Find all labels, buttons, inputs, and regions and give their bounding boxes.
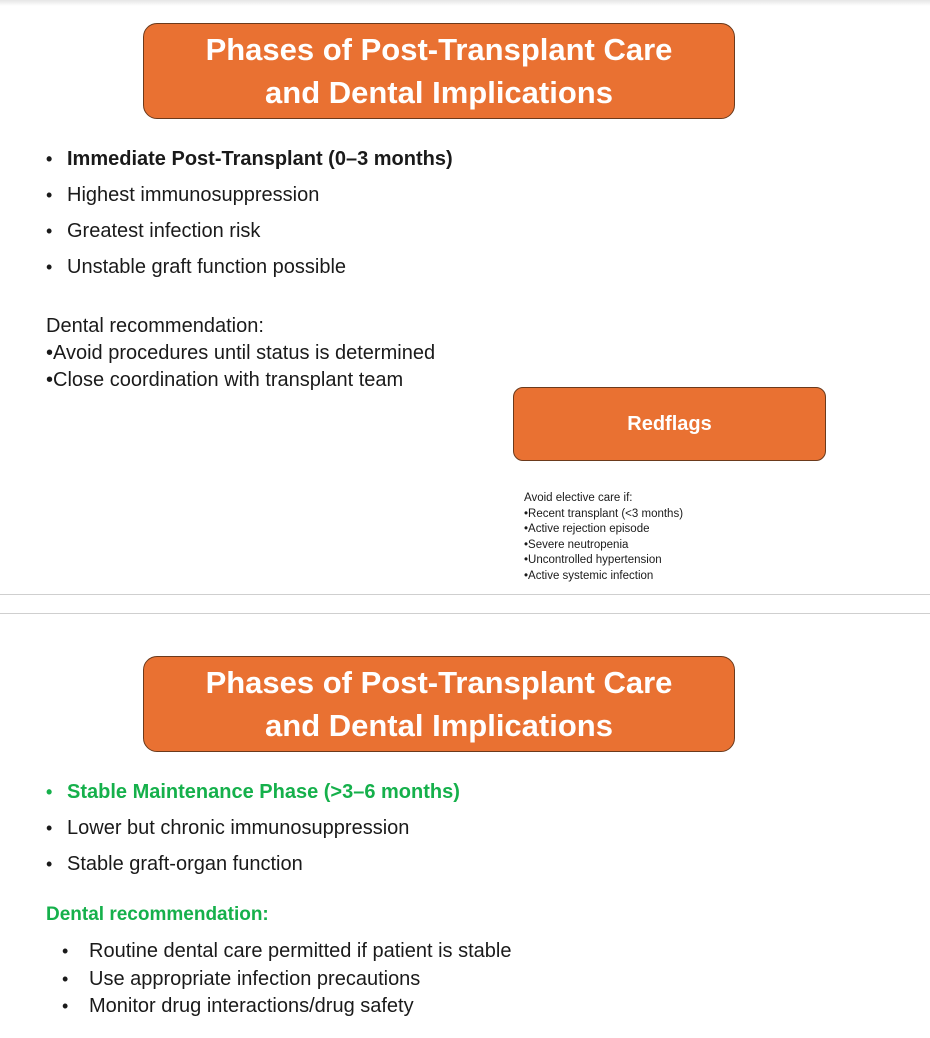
- slide-title-line-1: Phases of Post-Transplant Care: [205, 665, 673, 700]
- recommendation-heading: Dental recommendation:: [46, 904, 269, 925]
- redflag-item: •Uncontrolled hypertension: [524, 554, 662, 566]
- redflag-item: •Active systemic infection: [524, 569, 654, 582]
- redflags-list: [524, 491, 683, 584]
- bullet-item: • Highest immunosuppression: [46, 177, 453, 213]
- redflag-item: •Severe neutropenia: [524, 538, 629, 551]
- redflags-heading: Avoid elective care if:: [524, 492, 633, 504]
- dental-recommendation-block: [46, 313, 435, 394]
- bullet-item: • Greatest infection risk: [46, 213, 453, 249]
- phase-heading-bullet: • Stable Maintenance Phase (>3–6 months): [46, 774, 460, 810]
- phase-bullet-list: [46, 141, 453, 285]
- recommendation-item: • Routine dental care permitted if patient is stable: [62, 938, 511, 966]
- phase-heading-bullet: • Immediate Post-Transplant (0–3 months): [46, 141, 453, 177]
- slide-title-line-2: and Dental Implications: [265, 708, 613, 743]
- bullet-item: • Unstable graft function possible: [46, 249, 453, 285]
- recommendation-item: • Monitor drug interactions/drug safety: [62, 993, 511, 1021]
- bullet-item: • Lower but chronic immunosuppression: [46, 810, 460, 846]
- recommendation-item: •Avoid procedures until status is determined: [46, 342, 436, 364]
- slide-divider-top: [0, 594, 930, 595]
- slide-title-line-2: and Dental Implications: [265, 75, 613, 110]
- phase-bullet-list: [46, 774, 460, 882]
- recommendation-item: • Use appropriate infection precautions: [62, 966, 511, 994]
- redflags-box: [513, 387, 826, 461]
- slide-title-box: [143, 656, 735, 752]
- recommendation-list: [62, 938, 511, 1021]
- recommendation-item: •Close coordination with transplant team: [46, 369, 404, 391]
- bullet-item: • Stable graft-organ function: [46, 846, 460, 882]
- slide-title-line-1: Phases of Post-Transplant Care: [205, 32, 673, 67]
- slide-title-box: [143, 23, 735, 119]
- redflag-item: •Active rejection episode: [524, 523, 650, 535]
- redflags-label: Redflags: [627, 412, 712, 435]
- recommendation-heading: Dental recommendation:: [46, 315, 264, 337]
- slide-2: [0, 614, 930, 1038]
- redflag-item: •Recent transplant (<3 months): [524, 507, 684, 520]
